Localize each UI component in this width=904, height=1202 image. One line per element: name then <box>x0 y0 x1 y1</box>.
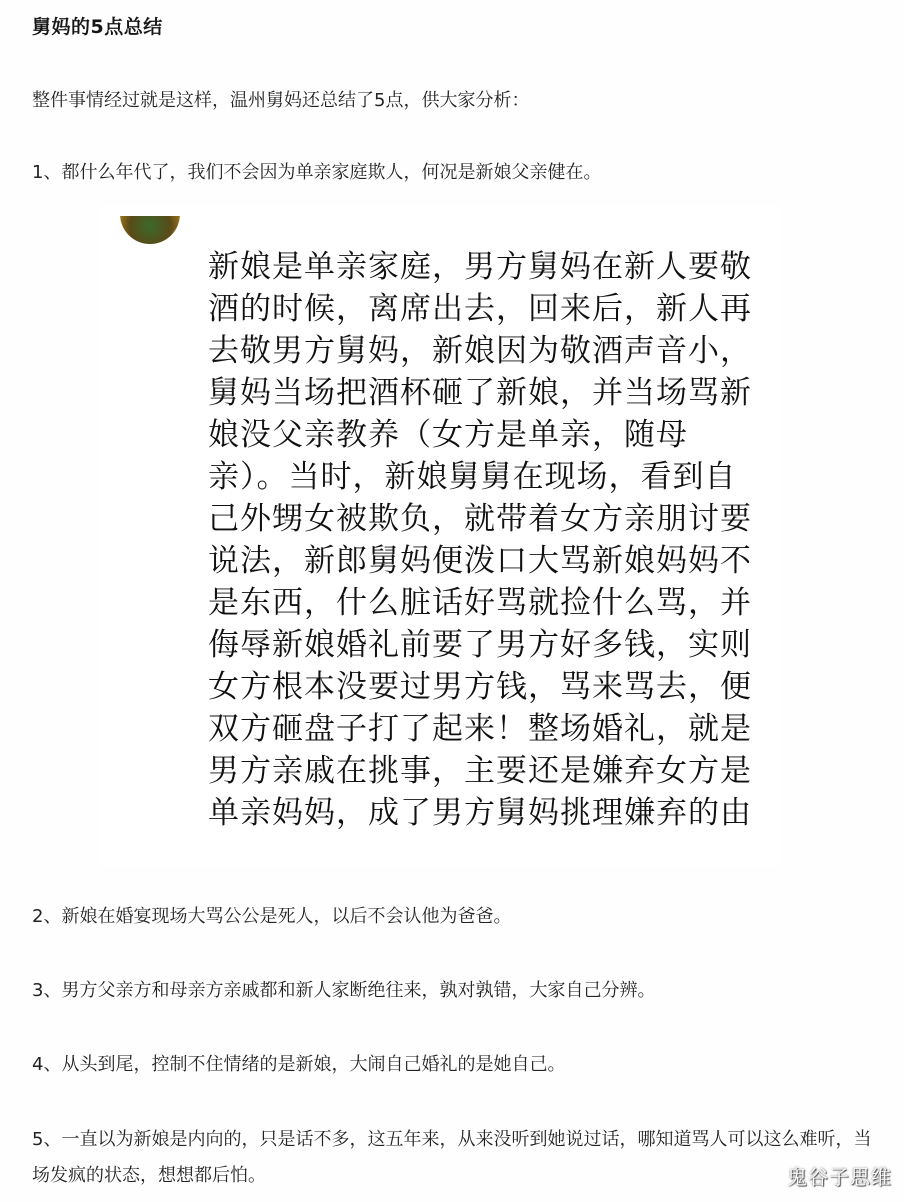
section-heading: 舅妈的5点总结 <box>32 16 163 38</box>
quote-line: 酒的时候，离席出去，回来后，新人再 <box>208 291 752 327</box>
summary-point-3: 3、男方父亲方和母亲方亲戚都和新人家断绝往来，孰对孰错，大家自己分辨。 <box>32 980 656 1001</box>
quote-line: 侮辱新娘婚礼前要了男方好多钱，实则 <box>208 627 752 663</box>
watermark: 鬼谷子思维 <box>787 1165 892 1189</box>
quote-line: 己外甥女被欺负，就带着女方亲朋讨要 <box>208 501 752 537</box>
quote-line: 是东西，什么脏话好骂就捡什么骂，并 <box>208 585 752 621</box>
quote-line: 单亲妈妈，成了男方舅妈挑理嫌弃的由 <box>208 795 752 831</box>
quoted-screenshot <box>100 206 780 866</box>
quote-line: 双方砸盘子打了起来！整场婚礼，就是 <box>208 711 752 747</box>
summary-point-2: 2、新娘在婚宴现场大骂公公是死人，以后不会认他为爸爸。 <box>32 906 512 927</box>
quote-line: 去敬男方舅妈，新娘因为敬酒声音小， <box>208 333 752 369</box>
quote-line: 亲）。当时，新娘舅舅在现场，看到自 <box>208 459 737 495</box>
summary-point-1: 1、都什么年代了，我们不会因为单亲家庭欺人，何况是新娘父亲健在。 <box>32 162 602 183</box>
avatar <box>120 216 180 246</box>
quoted-text <box>208 246 764 834</box>
quote-line: 娘没父亲教养（女方是单亲，随母 <box>208 417 688 453</box>
intro-paragraph: 整件事情经过就是这样，温州舅妈还总结了5点，供大家分析： <box>32 90 530 111</box>
summary-point-5: 5、一直以为新娘是内向的，只是话不多，这五年来，从来没听到她说过话，哪知道骂人可以这么难听，当场发疯的状态，想想都后怕。 <box>32 1129 872 1186</box>
quote-line: 舅妈当场把酒杯砸了新娘，并当场骂新 <box>208 375 752 411</box>
quote-line: 男方亲戚在挑事，主要还是嫌弃女方是 <box>208 753 752 789</box>
summary-point-4: 4、从头到尾，控制不住情绪的是新娘，大闹自己婚礼的是她自己。 <box>32 1054 566 1075</box>
quote-line: 女方根本没要过男方钱，骂来骂去，便 <box>208 669 752 705</box>
quote-line: 新娘是单亲家庭，男方舅妈在新人要敬 <box>208 249 752 285</box>
quote-line: 说法，新郎舅妈便泼口大骂新娘妈妈不 <box>208 543 752 579</box>
